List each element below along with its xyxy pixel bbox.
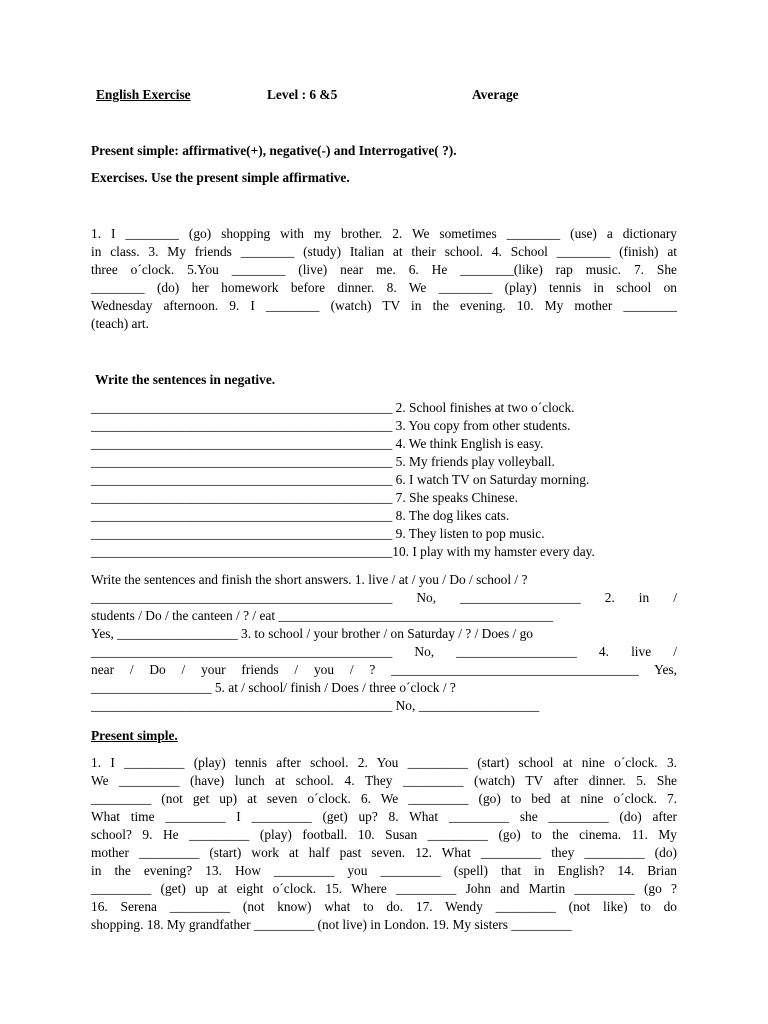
- text-line: Yes, __________________ 3. to school / your brother / on Saturday / ? / Does / go: [91, 626, 533, 641]
- difficulty-label: Average: [472, 87, 519, 102]
- negative-sentence-row: _____________________________________________ 2. School finishes at two o´clock.: [91, 400, 575, 415]
- section2-heading: Write the sentences in negative.: [95, 372, 276, 387]
- negative-sentence-row: _____________________________________________ 4. We think English is easy.: [91, 436, 544, 451]
- text-line: _________ (get) up at eight o´clock. 15. Where _________ John and Martin _________ (go ?: [91, 881, 677, 896]
- text-line: (teach) art.: [91, 316, 149, 331]
- negative-sentence-row: _____________________________________________ 7. She speaks Chinese.: [91, 490, 518, 505]
- text-line: We _________ (have) lunch at school. 4. They _________ (watch) TV after dinner. 5. She: [91, 773, 677, 788]
- negative-sentence-row: _____________________________________________ 9. They listen to pop music.: [91, 526, 545, 541]
- text-line: near / Do / your friends / you / ? _____________________________________ Yes,: [91, 662, 677, 677]
- text-line: 16. Serena _________ (not know) what to do. 17. Wendy _________ (not like) to do: [91, 899, 677, 914]
- short-answers-exercise: [91, 571, 677, 715]
- text-line: _____________________________________________ No, __________________ 2. in /: [91, 590, 677, 605]
- section4-heading: Present simple.: [91, 728, 178, 743]
- negative-sentences-list: [91, 399, 677, 561]
- text-line: in the evening? 13. How _________ you _________ (spell) that in English? 14. Brian: [91, 863, 677, 878]
- text-line: school? 9. He _________ (play) football. 10. Susan _________ (go) to the cinema. 11. My: [91, 827, 677, 842]
- section1-heading: Present simple: affirmative(+), negative(-) and Interrogative( ?).: [91, 143, 457, 158]
- text-line: three o´clock. 5.You ________ (live) near me. 6. He ________(like) rap music. 7. She: [91, 262, 677, 277]
- negative-sentence-row: _____________________________________________10. I play with my hamster every day.: [91, 544, 595, 559]
- text-line: ________ (do) her homework before dinner. 8. We ________ (play) tennis in school on: [91, 280, 677, 295]
- text-line: __________________ 5. at / school/ finish / Does / three o´clock / ?: [91, 680, 456, 695]
- negative-sentence-row: _____________________________________________ 5. My friends play volleyball.: [91, 454, 555, 469]
- text-line: students / Do / the canteen / ? / eat _________________________________________: [91, 608, 553, 623]
- worksheet-title: English Exercise: [96, 87, 191, 102]
- text-line: in class. 3. My friends ________ (study) Italian at their school. 4. School ________ (finish) at: [91, 244, 677, 259]
- section1-instruction: Exercises. Use the present simple affirmative.: [91, 170, 350, 185]
- level-label: Level : 6 &5: [267, 87, 338, 102]
- negative-sentence-row: _____________________________________________ 8. The dog likes cats.: [91, 508, 510, 523]
- negative-sentence-row: _____________________________________________ 3. You copy from other students.: [91, 418, 571, 433]
- text-line: 1. I _________ (play) tennis after school. 2. You _________ (start) school at nine o´clock. 3.: [91, 755, 677, 770]
- section1-exercise-text: [91, 225, 677, 333]
- text-line: Write the sentences and finish the short answers. 1. live / at / you / Do / school / ?: [91, 572, 528, 587]
- section4-exercise-text: [91, 754, 677, 934]
- text-line: shopping. 18. My grandfather _________ (not live) in London. 19. My sisters _________: [91, 917, 572, 932]
- negative-sentence-row: _____________________________________________ 6. I watch TV on Saturday morning.: [91, 472, 590, 487]
- text-line: _____________________________________________ No, __________________ 4. live /: [91, 644, 677, 659]
- text-line: What time _________ I _________ (get) up? 8. What _________ she _________ (do) after: [91, 809, 677, 824]
- text-line: Wednesday afternoon. 9. I ________ (watch) TV in the evening. 10. My mother ________: [91, 298, 677, 313]
- text-line: 1. I ________ (go) shopping with my brother. 2. We sometimes ________ (use) a dictionary: [91, 226, 677, 241]
- text-line: mother _________ (start) work at half past seven. 12. What _________ they _________ (do): [91, 845, 677, 860]
- text-line: _____________________________________________ No, __________________: [91, 698, 540, 713]
- text-line: _________ (not get up) at seven o´clock. 6. We _________ (go) to bed at nine o´clock. 7.: [91, 791, 677, 806]
